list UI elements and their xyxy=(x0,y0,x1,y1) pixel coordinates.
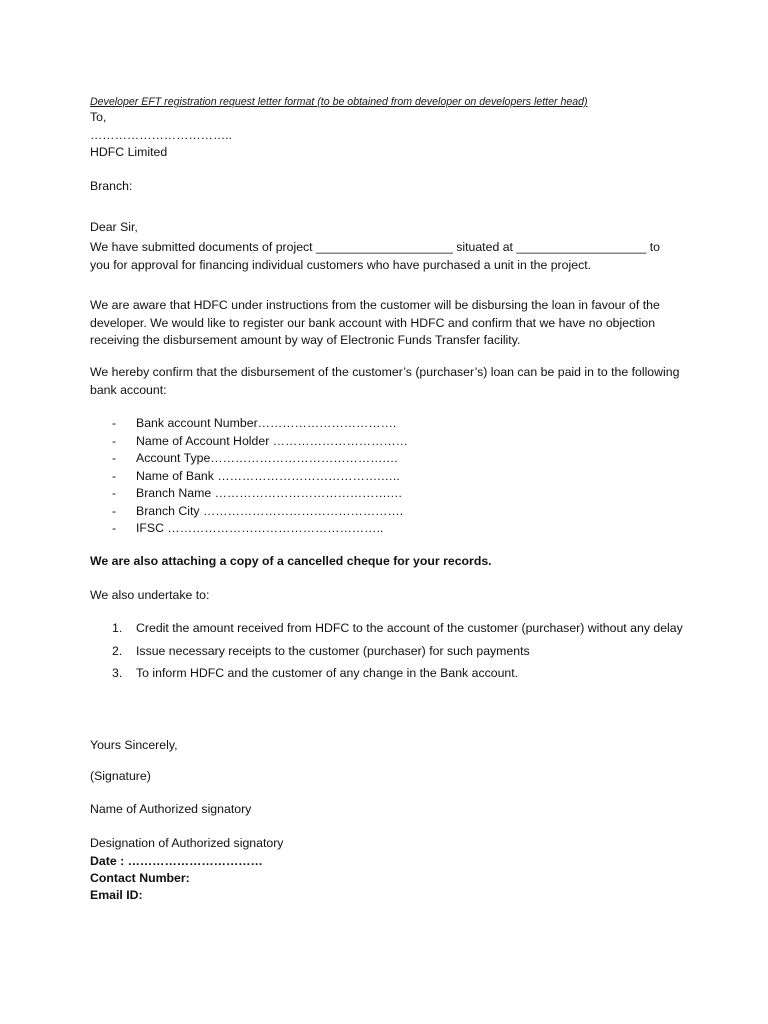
signatory-designation: Designation of Authorized signatory xyxy=(90,836,284,850)
item-number: 1. xyxy=(112,621,123,635)
list-item xyxy=(110,503,408,521)
undertakings-list xyxy=(110,620,700,683)
list-item xyxy=(110,620,700,638)
bank-field-account-type: Account Type…………………………………….… xyxy=(136,451,399,465)
undertaking-credit: Credit the amount received from HDFC to the account of the customer (purchaser) without any delay xyxy=(136,621,683,635)
paragraph-confirmation: We hereby confirm that the disbursement of the customer’s (purchaser’s) loan can be paid in to the following bank account: xyxy=(90,365,680,397)
closing-yours: Yours Sincerely, xyxy=(90,738,178,752)
bank-details-list xyxy=(110,415,408,538)
list-item xyxy=(110,485,408,503)
salutation: Dear Sir, xyxy=(90,220,138,234)
bullet-dash: - xyxy=(112,433,117,448)
bullet-dash: - xyxy=(112,486,117,500)
list-item xyxy=(110,520,408,538)
bank-field-branch-name: Branch Name …………………………………….… xyxy=(136,486,403,500)
list-item xyxy=(110,450,408,468)
branch-line: Branch: xyxy=(90,179,133,193)
bank-field-account-holder: Name of Account Holder …………………………… xyxy=(136,433,408,448)
paragraph-awareness: We are aware that HDFC under instructions from the customer will be disbursing the loan in favour of the developer. We would like to register our bank account with HDFC and confirm that we have no objection receiving the disbursement amount by way of Electronic Funds Transfer facility. xyxy=(90,298,660,347)
bullet-dash: - xyxy=(112,468,117,483)
bullet-dash: - xyxy=(112,521,117,535)
list-item xyxy=(110,433,408,451)
list-item xyxy=(110,415,408,433)
signature-placeholder: (Signature) xyxy=(90,769,151,783)
bullet-dash: - xyxy=(112,451,117,465)
letter-format-heading: Developer EFT registration request letter format (to be obtained from developer on developers letter head) xyxy=(90,96,588,108)
contact-number-field: Contact Number: xyxy=(90,871,190,885)
company-name: HDFC Limited xyxy=(90,145,168,159)
bank-field-bank-name: Name of Bank ………………………………….….. xyxy=(136,468,400,483)
undertake-intro: We also undertake to: xyxy=(90,588,210,602)
paragraph-project: We have submitted documents of project ____________________ situated at ___________________ to you for approval for financing individual customers who have purchased a unit in the project. xyxy=(90,240,660,272)
undertaking-inform: To inform HDFC and the customer of any change in the Bank account. xyxy=(136,666,519,680)
bank-field-ifsc: IFSC …………………………………………….. xyxy=(136,521,384,535)
cancelled-cheque-note: We are also attaching a copy of a cancelled cheque for your records. xyxy=(90,554,492,568)
bullet-dash: - xyxy=(112,503,117,518)
to-line: To, xyxy=(90,110,107,124)
signatory-name: Name of Authorized signatory xyxy=(90,802,252,816)
email-field: Email ID: xyxy=(90,888,143,902)
list-item xyxy=(110,665,700,683)
bank-field-branch-city: Branch City …………………………………………. xyxy=(136,503,404,518)
address-dots: …………………………….. xyxy=(90,128,233,142)
bullet-dash: - xyxy=(112,416,117,430)
item-number: 2. xyxy=(112,643,123,658)
list-item xyxy=(110,468,408,486)
list-item xyxy=(110,643,700,661)
item-number: 3. xyxy=(112,666,123,680)
bank-field-account-number: Bank account Number……………………………. xyxy=(136,416,397,430)
undertaking-receipts: Issue necessary receipts to the customer (purchaser) for such payments xyxy=(136,643,530,658)
date-field: Date : …………………………… xyxy=(90,854,263,868)
